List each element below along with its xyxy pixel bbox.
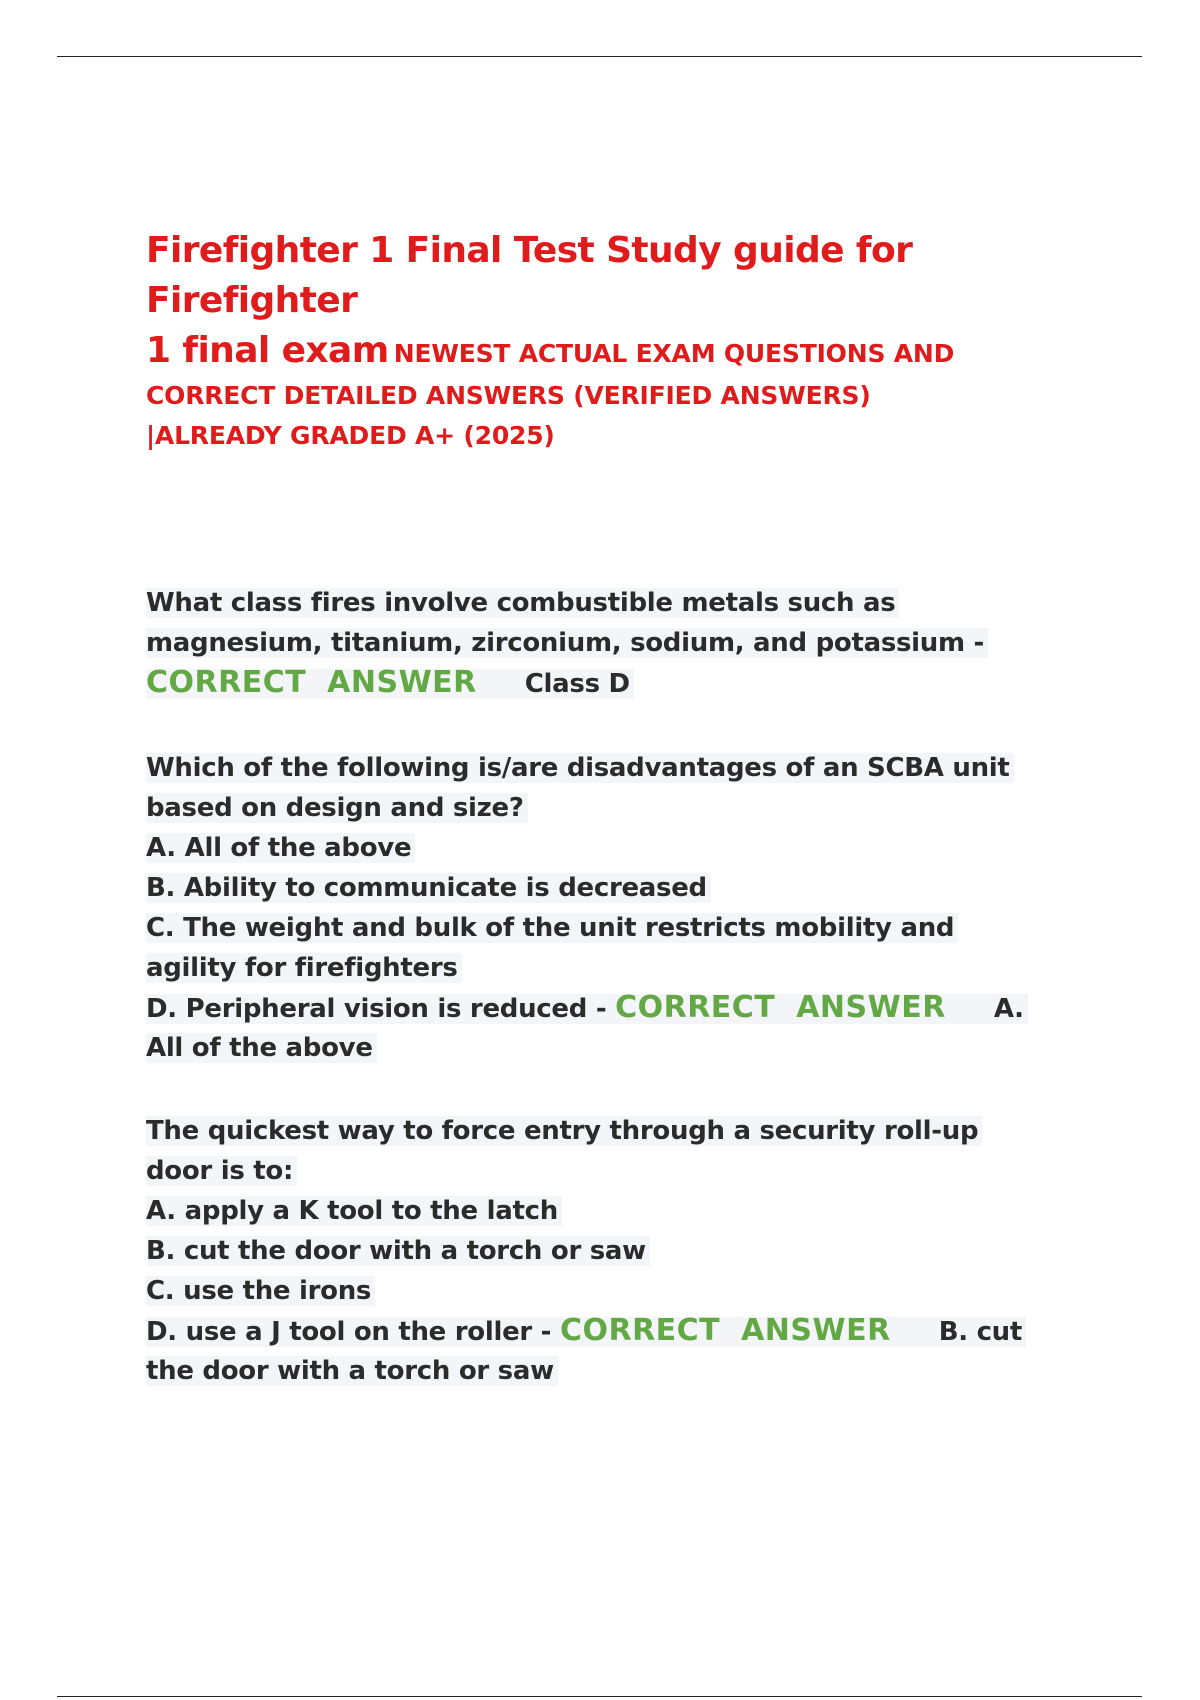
title-line-2-large: 1 final exam bbox=[146, 330, 389, 371]
question-line: door is to: bbox=[146, 1151, 1096, 1191]
correct-answer-label: CORRECT ANSWER bbox=[615, 990, 946, 1025]
answer-text: Class D bbox=[524, 669, 630, 699]
question-line: based on design and size? bbox=[146, 788, 1096, 828]
answer-text: A. bbox=[993, 994, 1024, 1024]
question-block-3 bbox=[146, 1111, 1096, 1391]
title-line-1: Firefighter 1 Final Test Study guide for Firefighter bbox=[146, 230, 913, 321]
question-line: The quickest way to force entry through a security roll-up bbox=[146, 1111, 1096, 1151]
correct-answer-label: CORRECT ANSWER bbox=[559, 1313, 891, 1348]
title-line-4: |ALREADY GRADED A+ (2025) bbox=[146, 421, 555, 450]
title-line-2 bbox=[146, 326, 1106, 376]
option-line: B. Ability to communicate is decreased bbox=[146, 868, 1096, 908]
option-line: C. The weight and bulk of the unit restricts mobility and bbox=[146, 908, 1096, 948]
footer-rule bbox=[57, 1696, 1142, 1697]
question-line: Which of the following is/are disadvantages of an SCBA unit bbox=[146, 748, 1096, 788]
answer-text: B. cut bbox=[938, 1317, 1023, 1347]
option-line: A. All of the above bbox=[146, 828, 1096, 868]
option-line: D. Peripheral vision is reduced - CORRECT ANSWER A. bbox=[146, 988, 1096, 1028]
title-line-3: CORRECT DETAILED ANSWERS (VERIFIED ANSWERS) bbox=[146, 381, 871, 410]
title-line-2-caps: NEWEST ACTUAL EXAM QUESTIONS AND bbox=[393, 339, 955, 368]
header-rule bbox=[57, 56, 1142, 57]
question-line: What class fires involve combustible metals such as bbox=[146, 583, 1096, 623]
question-block-1 bbox=[146, 583, 1096, 703]
option-line: B. cut the door with a torch or saw bbox=[146, 1231, 1096, 1271]
answer-line bbox=[146, 663, 1096, 703]
option-line: C. use the irons bbox=[146, 1271, 1096, 1311]
option-line: agility for firefighters bbox=[146, 948, 1096, 988]
question-block-2 bbox=[146, 748, 1096, 1068]
document-title bbox=[146, 226, 1106, 456]
correct-answer-label: CORRECT ANSWER bbox=[146, 665, 477, 700]
option-line: D. use a J tool on the roller - CORRECT ANSWER B. cut bbox=[146, 1311, 1096, 1351]
option-line: A. apply a K tool to the latch bbox=[146, 1191, 1096, 1231]
answer-line: the door with a torch or saw bbox=[146, 1351, 1096, 1391]
question-line: magnesium, titanium, zirconium, sodium, and potassium - bbox=[146, 623, 1096, 663]
answer-line: All of the above bbox=[146, 1028, 1096, 1068]
